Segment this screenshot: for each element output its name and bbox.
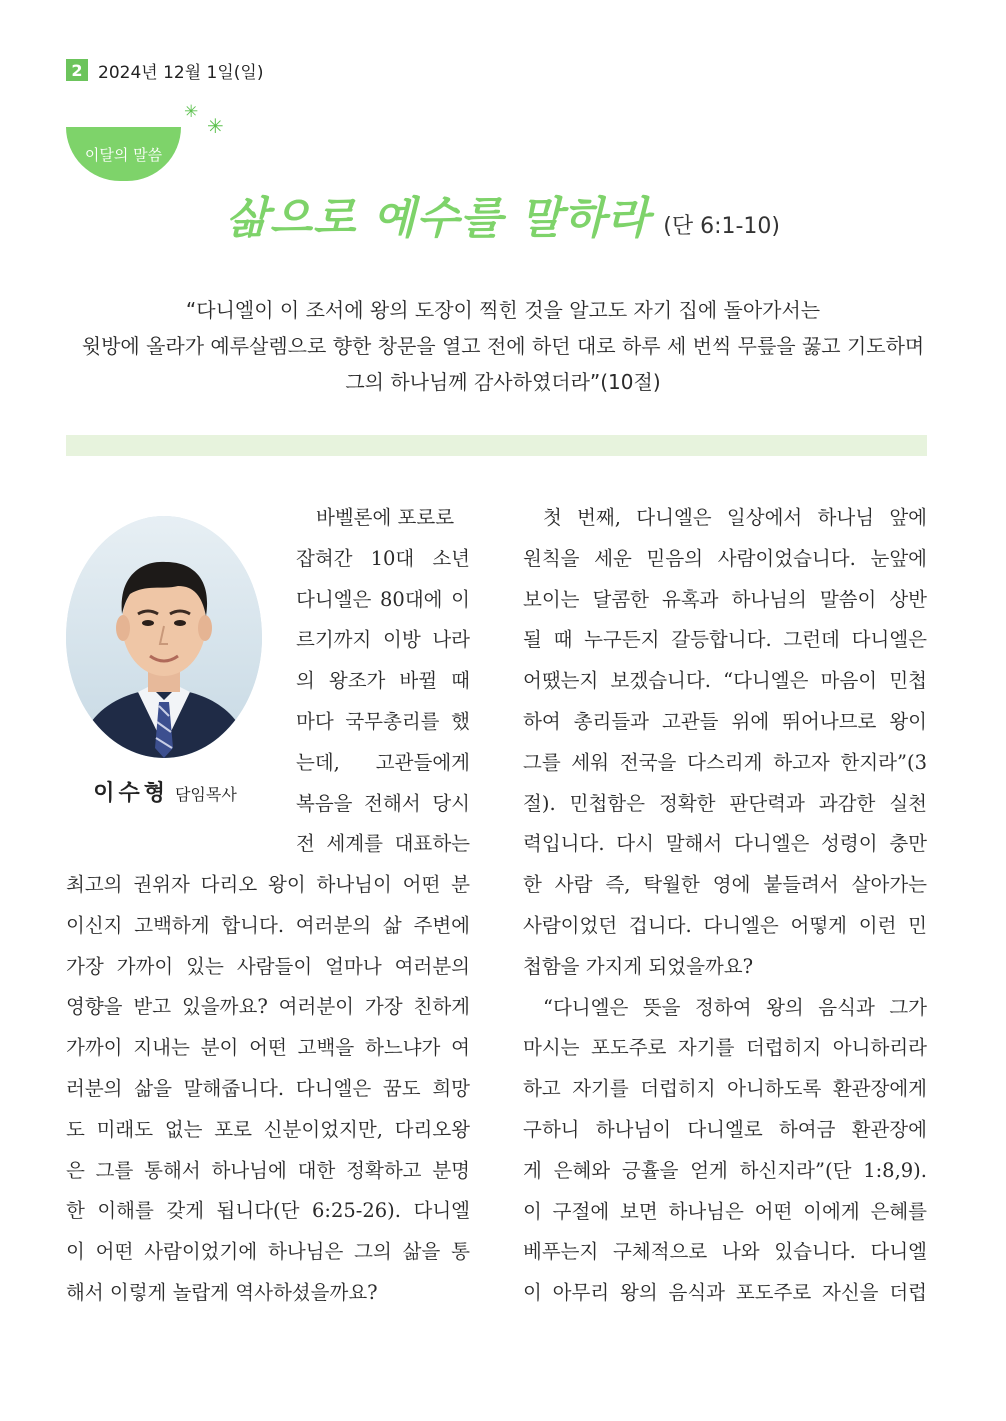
text-line: 는데, 고관들에게 <box>296 750 470 774</box>
text-line: 가장 가까이 있는 사람들이 얼마나 여러분의 <box>66 954 470 978</box>
quote-line: “다니엘이 이 조서에 왕의 도장이 찍힌 것을 알고도 자기 집에 돌아가서는 <box>185 298 821 322</box>
text-line: 잡혀간 10대 소년 <box>296 546 470 570</box>
text-line: 한 이해를 갖게 됩니다(단 6:25-26). 다니엘 <box>66 1199 470 1223</box>
text-line: 다니엘은 80대에 이 <box>296 587 470 611</box>
text-line: 이 구절에 보면 하나님은 어떤 이에게 은혜를 <box>523 1199 927 1223</box>
text-line: 사람이었던 겁니다. 다니엘은 어떻게 이런 민 <box>523 913 927 937</box>
scripture-reference: (단 6:1-10) <box>663 214 781 239</box>
body-left-narrow <box>296 498 470 865</box>
text-line: 은 그를 통해서 하나님에 대한 정확하고 분명 <box>66 1158 470 1182</box>
star-icon: ✳ <box>207 114 224 138</box>
text-line: 어땠는지 보겠습니다. “다니엘은 마음이 민첩 <box>523 669 927 693</box>
divider-band <box>66 435 927 456</box>
page-number: 2 <box>66 59 88 81</box>
text-line: 러분의 삶을 말해줍니다. 다니엘은 꿈도 희망 <box>66 1076 470 1100</box>
text-line: 구하니 하나님이 다니엘로 하여금 환관장에 <box>523 1117 927 1141</box>
text-line: 절). 민첩함은 정확한 판단력과 과감한 실천 <box>523 791 927 815</box>
text-line: 르기까지 이방 나라 <box>296 628 470 652</box>
text-line: 하여 총리들과 고관들 위에 뛰어나므로 왕이 <box>523 709 927 733</box>
text-line: 베푸는지 구체적으로 나와 있습니다. 다니엘 <box>523 1240 927 1264</box>
body-right <box>523 498 927 1314</box>
text-line: 게 은혜와 긍휼을 얻게 하신지라”(단 1:8,9). <box>523 1158 927 1182</box>
text-line: 력입니다. 다시 말해서 다니엘은 성령이 충만 <box>523 832 927 856</box>
text-line: 첩함을 가지게 되었을까요? <box>523 954 754 978</box>
text-line: 가까이 지내는 분이 어떤 고백을 하느냐가 여 <box>66 1036 470 1060</box>
author-role: 담임목사 <box>174 785 237 804</box>
text-line: 이 아무리 왕의 음식과 포도주로 자신을 더럽 <box>523 1281 927 1305</box>
quote-line: 윗방에 올라가 예루살렘으로 향한 창문을 열고 전에 하던 대로 하루 세 번씩 무릎을 꿇고 기도하며 <box>81 334 925 358</box>
body-left-wide <box>66 865 470 1314</box>
text-line: 하고 자기를 더럽히지 아니하도록 환관장에게 <box>523 1077 927 1101</box>
text-line: 원칙을 세운 믿음의 사람이었습니다. 눈앞에 <box>523 546 927 570</box>
issue-date: 2024년 12월 1일(일) <box>98 62 264 83</box>
text-line: 그를 세워 전국을 다스리게 하고자 한지라”(3 <box>523 750 927 774</box>
star-icon: ✳ <box>184 102 199 122</box>
text-line: “다니엘은 뜻을 정하여 왕의 음식과 그가 <box>543 995 927 1019</box>
text-line: 이 어떤 사람이었기에 하나님은 그의 삶을 통 <box>66 1240 470 1264</box>
text-line: 마다 국무총리를 했 <box>296 709 470 733</box>
text-line: 이신지 고백하게 합니다. 여러분의 삶 주변에 <box>66 913 470 937</box>
author-photo <box>66 516 262 758</box>
author-name: 이수형 <box>93 781 169 806</box>
text-line: 의 왕조가 바뀔 때 <box>296 669 470 693</box>
scripture-quote <box>40 292 966 400</box>
section-label: 이달의 말씀 <box>66 127 181 181</box>
page-header <box>66 58 263 82</box>
text-line: 한 사람 즉, 탁월한 영에 붙들려서 살아가는 <box>523 873 927 897</box>
title-block <box>0 182 1006 246</box>
author-caption <box>70 776 260 807</box>
text-line: 보이는 달콤한 유혹과 하나님의 말씀이 상반 <box>523 587 927 611</box>
text-line: 도 미래도 없는 포로 신분이었지만, 다리오왕 <box>66 1117 470 1141</box>
text-line: 첫 번째, 다니엘은 일상에서 하나님 앞에 <box>543 506 927 529</box>
text-line: 바벨론에 포로로 <box>316 506 455 529</box>
text-line: 전 세계를 대표하는 <box>296 832 470 856</box>
text-line: 될 때 누구든지 갈등합니다. 그런데 다니엘은 <box>523 628 927 652</box>
quote-line: 그의 하나님께 감사하였더라”(10절) <box>345 370 661 394</box>
text-line: 영향을 받고 있을까요? 여러분이 가장 친하게 <box>66 995 470 1019</box>
text-line: 마시는 포도주로 자기를 더럽히지 아니하리라 <box>523 1036 927 1060</box>
page-title: 삶으로 예수를 말하라 <box>225 193 651 244</box>
text-line: 최고의 권위자 다리오 왕이 하나님이 어떤 분 <box>66 873 470 896</box>
text-line: 복음을 전해서 당시 <box>296 791 470 815</box>
text-line: 해서 이렇게 놀랍게 역사하셨을까요? <box>66 1280 378 1304</box>
